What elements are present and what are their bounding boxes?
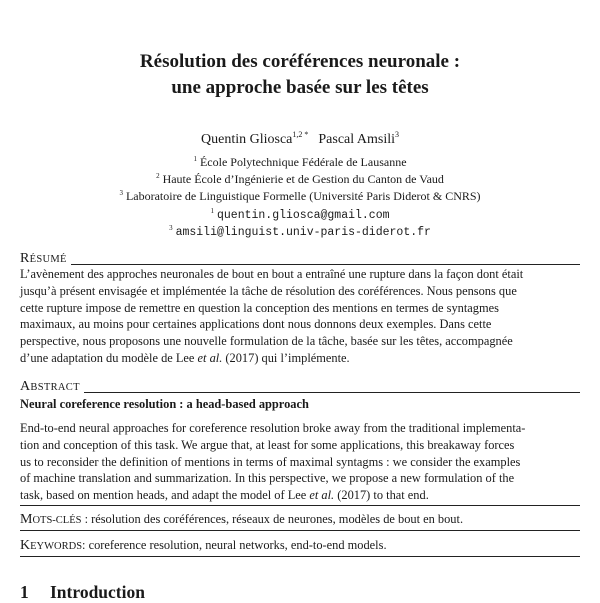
affiliation-3 xyxy=(0,185,600,204)
affiliation-2-mark: 2 xyxy=(156,172,160,180)
abstract-subtitle: Neural coreference resolution : a head-based approach xyxy=(20,397,309,411)
abstract-line: us to reconsider the definition of mentions in terms of maximal syntagms : we consider the examples xyxy=(20,454,521,469)
resume-line: perspective, nous proposons une nouvelle formulation de la tâche, basée sur les têtes, accompagnée xyxy=(20,334,513,349)
resume-line: d’une adaptation du modèle de Lee et al. (2017) qui l’implémente. xyxy=(20,350,350,365)
affiliation-2-text: Haute École d’Ingénierie et de Gestion du Canton de Vaud xyxy=(162,172,444,186)
motscles-text: : résolution des coréférences, réseaux de neurones, modèles de bout en bout. xyxy=(81,512,464,526)
author-1-name: Quentin Gliosca xyxy=(201,132,293,147)
resume-heading-initial: R xyxy=(20,251,30,266)
resume-heading-rule xyxy=(20,264,580,265)
resume-line: maximaux, au moins pour certaines applications dont nous donnons deux exemples. Dans cette xyxy=(20,317,492,332)
author-1-affiliation-marks: 1,2 * xyxy=(292,130,309,139)
abstract-heading xyxy=(20,378,580,396)
keywords-middle-rule xyxy=(20,530,580,531)
motscles-label-rest: OTS-CLÉS xyxy=(32,515,82,526)
motscles-line xyxy=(20,511,580,529)
resume-line: cette rupture impose de remettre en question la conception des mentions en termes de syntagmes xyxy=(20,300,499,315)
section-number: 1 xyxy=(20,582,29,602)
resume-line: L’avènement des approches neuronales de bout en bout a entraîné une rupture dans la façon dont était xyxy=(20,267,524,281)
abstract-line: task, based on mention heads, and adapt the model of Lee et al. (2017) to that end. xyxy=(20,488,429,503)
keywords-line xyxy=(20,537,580,555)
author-list xyxy=(0,130,600,148)
affiliation-1-text: École Polytechnique Fédérale de Lausanne xyxy=(199,155,407,169)
abstract-line: of machine translation and summarization. In this perspective, we propose a new formulation of the xyxy=(20,471,515,486)
abstract-paragraph xyxy=(20,420,580,504)
section-title: Introduction xyxy=(50,582,145,602)
abstract-line: End-to-end neural approaches for coreference resolution broke away from the traditional implementa- xyxy=(20,421,526,435)
abstract-heading-initial: A xyxy=(20,379,31,394)
resume-line: jusqu’à présent envisagée et implémentée la tâche de résolution des coréférences. Nous pensons que xyxy=(20,283,517,298)
paper-title-line-1: Résolution des coréférences neuronale : xyxy=(139,51,461,72)
abstract-line: tion and conception of this task. We argue that, at least for some applications, this breakaway forces xyxy=(20,437,515,452)
email-1-mark: 1 xyxy=(210,207,214,215)
citation-et-al: et al. xyxy=(309,488,335,503)
motscles-label-initial: M xyxy=(20,512,33,527)
abstract-heading-rest: BSTRACT xyxy=(30,382,80,393)
abstract-heading-rule xyxy=(20,392,580,393)
author-2-name: Pascal Amsili xyxy=(318,132,395,147)
affiliation-3-text: Laboratoire de Linguistique Formelle (Université Paris Diderot & CNRS) xyxy=(125,189,481,203)
email-2-address: amsili@linguist.univ-paris-diderot.fr xyxy=(175,226,431,239)
author-2-affiliation-marks: 3 xyxy=(395,130,399,139)
resume-heading-rest: ÉSUMÉ xyxy=(29,254,67,265)
email-1-address: quentin.gliosca@gmail.com xyxy=(216,209,390,222)
affiliation-3-mark: 3 xyxy=(119,189,123,197)
citation-et-al: et al. xyxy=(197,350,223,365)
keywords-text: : coreference resolution, neural networks, end-to-end models. xyxy=(82,538,387,552)
affiliation-1-mark: 1 xyxy=(193,155,197,163)
resume-paragraph xyxy=(20,266,580,367)
keywords-top-rule xyxy=(20,505,580,506)
email-2-mark: 3 xyxy=(169,224,173,232)
keywords-label-initial: K xyxy=(20,538,31,553)
keywords-label-rest: EYWORDS xyxy=(30,541,83,552)
email-2 xyxy=(0,220,600,241)
paper-title-line-2: une approche basée sur les têtes xyxy=(171,77,429,98)
keywords-bottom-rule xyxy=(20,556,580,557)
